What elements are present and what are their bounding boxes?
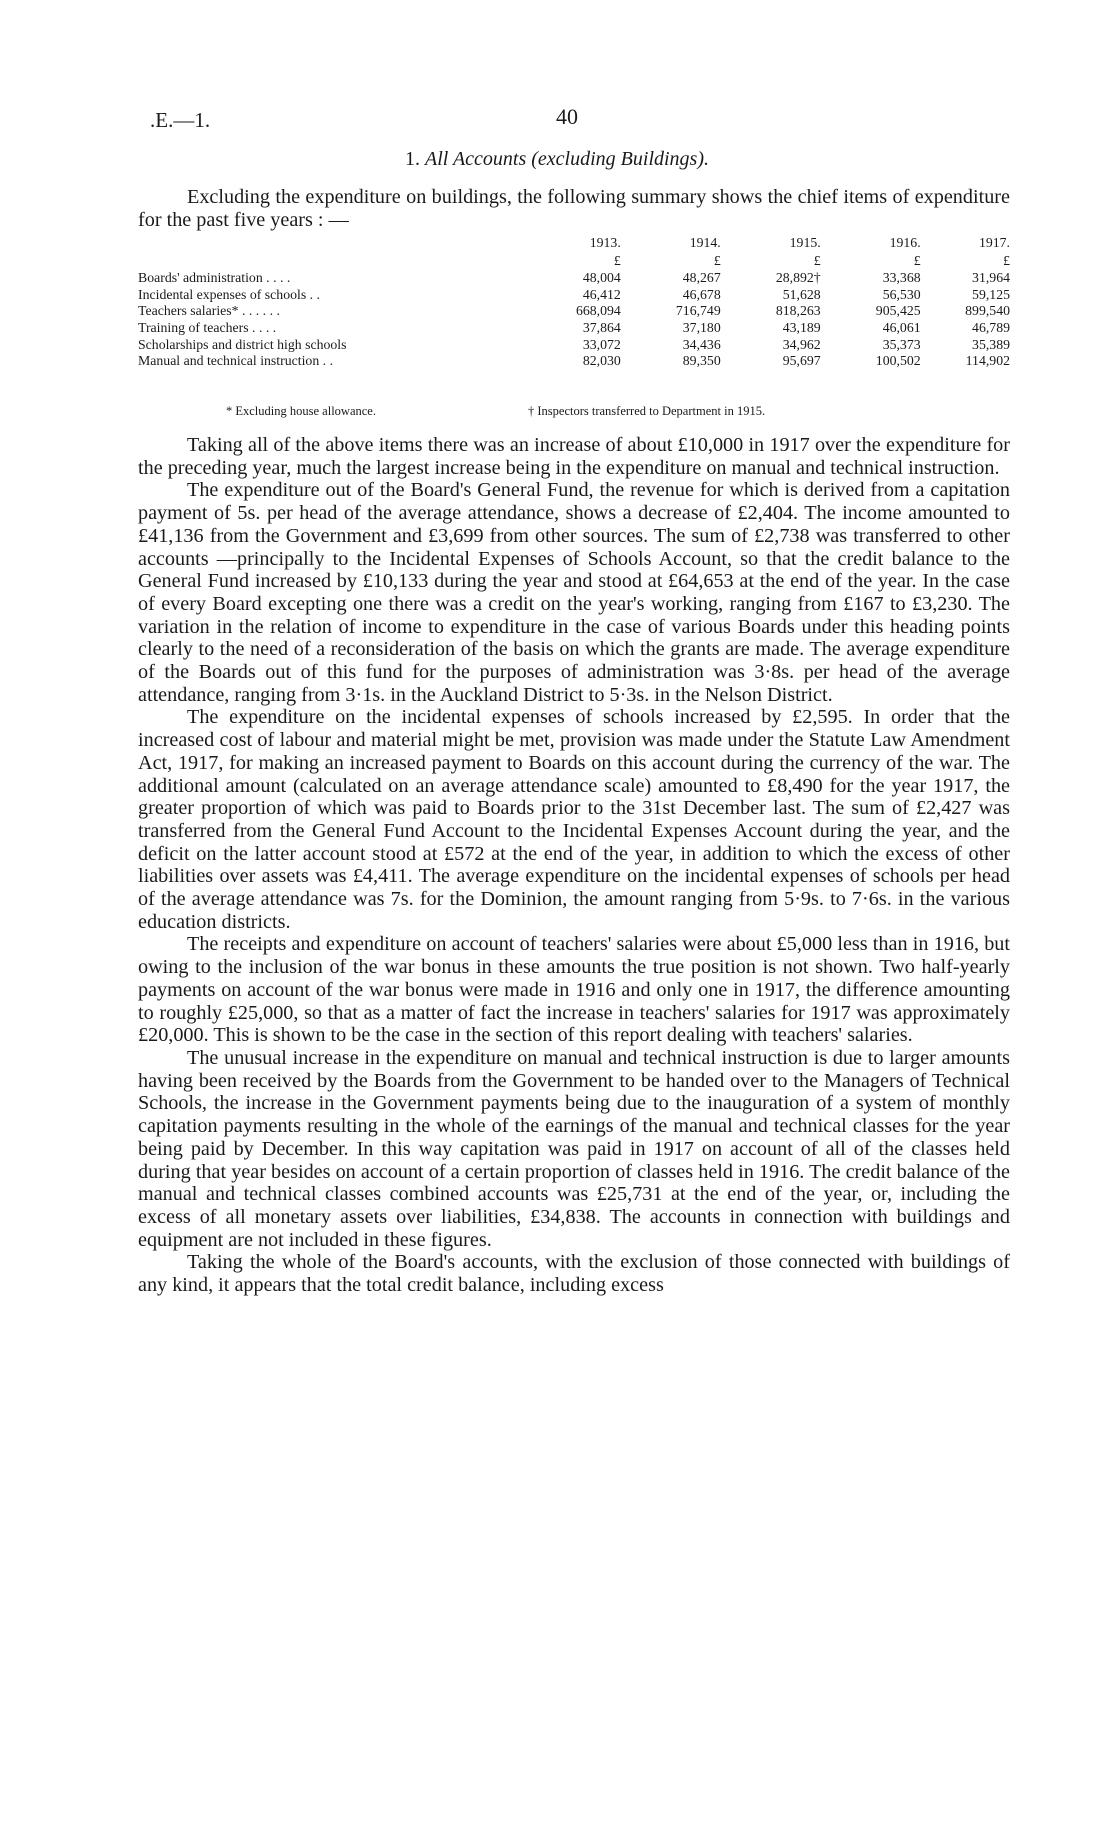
cell-value: 56,530 <box>882 286 921 302</box>
body-paragraph: The receipts and expenditure on account of teachers' salaries were about £5,000 less than in 1916, but owing to the inclusion of the war bonus in these amounts the true position is not shown. Two half-yearly payments on account of the war bonus were made in 1916 and only one in 1917, the difference amounting to roughly £25,000, so that as a matter of fact the increase in teachers' salaries for 1917 was approximately £20,000. This is shown to be the case in the section of this report dealing with teachers' salaries. <box>138 933 1010 1047</box>
cell-value: 114,902 <box>965 353 1010 369</box>
body-paragraph: The expenditure on the incidental expenses of schools increased by £2,595. In order that the increased cost of labour and material might be met, provision was made under the Statute Law Amendment Act, 1917, for making an increased payment to Boards on this account during the currency of the war. The additional amount (calculated on an average attendance scale) amounted to £8,490 for the year 1917, the greater proportion of which was paid to Boards prior to the 31st December last. The sum of £2,427 was transferred from the General Fund Account to the Incidental Expenses Account during the year, and the deficit on the latter account stood at £572 at the end of the year, in addition to which the excess of other liabilities over assets was £4,411. The average expenditure on the incidental expenses of schools per head of the average attendance was 7s. for the Dominion, the amount ranging from 5·9s. to 7·6s. in the various education districts. <box>138 706 1010 933</box>
cell-value: 34,962 <box>782 336 821 352</box>
table-row <box>138 353 1010 370</box>
cell-value: 33,368 <box>882 270 921 286</box>
cell-value: 899,540 <box>965 303 1010 319</box>
cell-value: 46,789 <box>972 319 1010 335</box>
year-header: 1917. <box>978 235 1010 250</box>
cell-value: 31,964 <box>972 270 1010 286</box>
currency-header: £ <box>613 252 621 268</box>
currency-header: £ <box>913 252 921 268</box>
cell-value: 818,263 <box>775 303 821 319</box>
intro-text <box>138 186 1010 231</box>
section-title: All Accounts (excluding Buildings). <box>424 148 709 170</box>
cell-value: 34,436 <box>682 336 721 352</box>
table-row <box>138 287 1010 304</box>
cell-value: 46,412 <box>582 286 621 302</box>
body-paragraph: The unusual increase in the expenditure on manual and technical instruction is due to larger amounts having been received by the Boards from the Government to be handed over to the Managers of Technical Schools, the increase in the Government payments being due to the inauguration of a system of monthly capitation payments resulting in the whole of the earnings of the manual and technical classes for the year being paid by December. In this way capitation was paid in 1917 on account of all of the classes held during that year besides on account of a certain proportion of classes held in 1916. The credit balance of the manual and technical classes combined accounts was £25,731 at the end of the year, or, including the excess of all monetary assets over liabilities, £34,838. The accounts in connection with buildings and equipment are not included in these figures. <box>138 1046 1010 1251</box>
cell-value: 905,425 <box>875 303 921 319</box>
currency-header: £ <box>1003 252 1010 268</box>
row-label: Manual and technical instruction . . <box>138 353 334 369</box>
cell-value: 95,697 <box>782 353 821 369</box>
row-label: Incidental expenses of schools . . <box>138 286 320 302</box>
cell-value: 35,373 <box>882 336 921 352</box>
cell-value: 37,864 <box>582 319 621 335</box>
table-row <box>138 337 1010 354</box>
table-row <box>138 270 1010 287</box>
year-header: 1913. <box>589 235 621 250</box>
year-header: 1915. <box>789 235 821 250</box>
expenditure-table <box>138 235 1010 370</box>
table-row <box>138 320 1010 337</box>
row-label: Training of teachers . . . . <box>138 319 277 335</box>
cell-value: 28,892† <box>775 270 821 286</box>
cell-value: 51,628 <box>782 286 821 302</box>
cell-value: 716,749 <box>675 303 721 319</box>
cell-value: 48,267 <box>682 270 721 286</box>
cell-value: 33,072 <box>582 336 621 352</box>
year-header: 1914. <box>689 235 721 250</box>
table-row <box>138 303 1010 320</box>
document-reference: .E.—1. <box>150 108 211 132</box>
intro-paragraph: Excluding the expenditure on buildings, the following summary shows the chief items of expenditure for the past five years : — <box>138 186 1010 231</box>
table-currency-row <box>138 253 1010 271</box>
section-number: 1. <box>404 148 420 170</box>
body-paragraph: Taking all of the above items there was an increase of about £10,000 in 1917 over the expenditure for the preceding year, much the largest increase being in the expenditure on manual and technical instruction. <box>138 434 1010 479</box>
cell-value: 100,502 <box>875 353 921 369</box>
row-label: Scholarships and district high schools <box>138 336 347 352</box>
cell-value: 37,180 <box>682 319 721 335</box>
table-footnote: † Inspectors transferred to Department in 1915. <box>528 404 766 418</box>
cell-value: 48,004 <box>582 270 621 286</box>
year-header: 1916. <box>889 235 921 250</box>
currency-header: £ <box>813 252 821 268</box>
cell-value: 46,061 <box>882 319 921 335</box>
body-paragraph: The expenditure out of the Board's General Fund, the revenue for which is derived from a capitation payment of 5s. per head of the average attendance, shows a decrease of £2,404. The income amounted to £41,136 from the Government and £3,699 from other sources. The sum of £2,738 was transferred to other accounts —principally to the Incidental Expenses of Schools Account, so that the credit balance to the General Fund increased by £10,133 during the year and stood at £64,653 at the end of the year. In the case of every Board excepting one there was a credit on the year's working, ranging from £167 to £3,230. The variation in the relation of income to expenditure in the case of various Boards under this heading points clearly to the need of a reconsideration of the basis on which the grants are made. The average expenditure of the Boards out of this fund for the purposes of administration was 3·8s. per head of the average attendance, ranging from 3·1s. in the Auckland District to 5·3s. in the Nelson District. <box>138 479 1010 706</box>
cell-value: 82,030 <box>582 353 621 369</box>
table-footnote: * Excluding house allowance. <box>226 404 376 418</box>
body-text <box>138 434 1010 1297</box>
cell-value: 46,678 <box>682 286 721 302</box>
currency-header: £ <box>713 252 721 268</box>
section-heading <box>0 148 1114 171</box>
page-number: 40 <box>556 104 578 129</box>
body-paragraph: Taking the whole of the Board's accounts, with the exclusion of those connected with buildings of any kind, it appears that the total credit balance, including excess <box>138 1251 1010 1297</box>
cell-value: 43,189 <box>782 319 821 335</box>
cell-value: 59,125 <box>972 286 1010 302</box>
cell-value: 668,094 <box>575 303 621 319</box>
cell-value: 89,350 <box>682 353 721 369</box>
table-year-row <box>138 235 1010 253</box>
cell-value: 35,389 <box>972 336 1010 352</box>
row-label: Boards' administration . . . . <box>138 270 291 286</box>
row-label: Teachers salaries* . . . . . . <box>138 303 280 319</box>
